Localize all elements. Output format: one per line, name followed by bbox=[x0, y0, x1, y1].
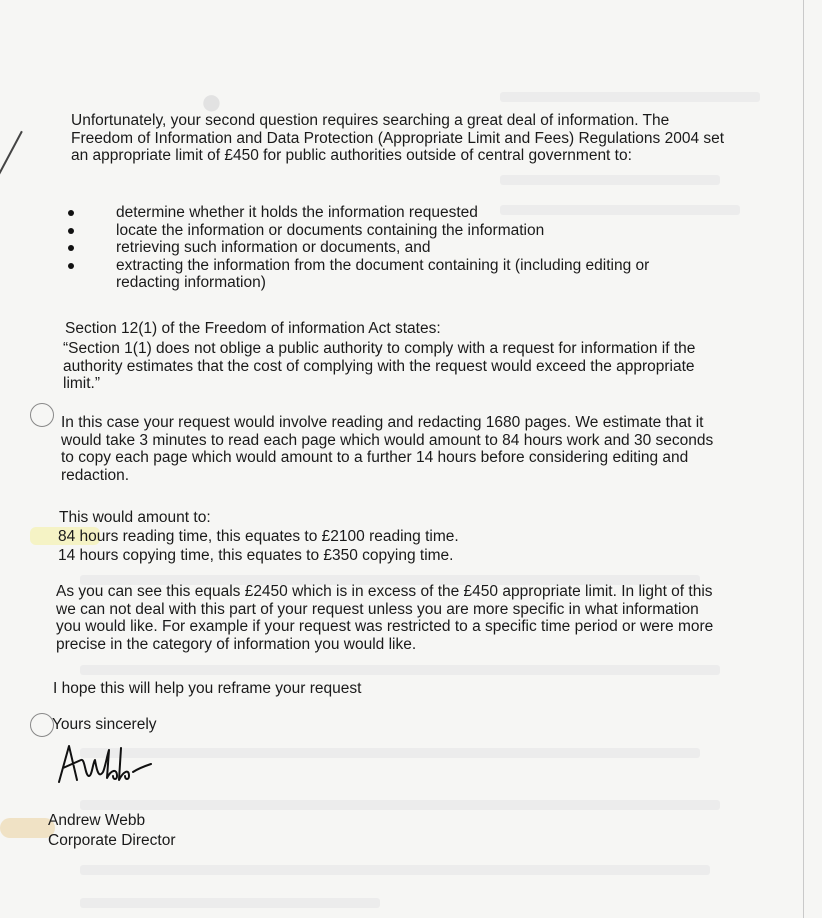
show-through-line bbox=[80, 800, 720, 810]
list-item: retrieving such information or documents, and bbox=[66, 239, 706, 257]
copying-time-line: 14 hours copying time, this equates to £350 copying time. bbox=[58, 547, 454, 564]
bullet-icon bbox=[68, 245, 74, 251]
show-through-line bbox=[80, 898, 380, 908]
punch-hole bbox=[30, 403, 54, 427]
list-item: determine whether it holds the information requested bbox=[66, 204, 706, 222]
bullet-icon bbox=[68, 228, 74, 234]
limit-criteria-list bbox=[66, 204, 706, 292]
paper-stain bbox=[0, 818, 55, 838]
show-through-line bbox=[500, 92, 760, 102]
show-through-line bbox=[80, 865, 710, 875]
sign-off: Yours sincerely bbox=[52, 716, 157, 733]
amount-heading: This would amount to: bbox=[59, 509, 211, 526]
section-heading: Section 12(1) of the Freedom of information Act states: bbox=[65, 320, 441, 337]
bullet-icon bbox=[68, 210, 74, 216]
show-through-line bbox=[500, 175, 720, 185]
list-item: extracting the information from the document containing it (including editing or redacting information) bbox=[66, 257, 706, 292]
intro-paragraph: Unfortunately, your second question requires searching a great deal of information. The Freedom of Information and Data Protection (Appropriate Limit and Fees) Regulations 2004 set an appropriate limit of £450 for public authorities outside of central government to: bbox=[71, 112, 725, 164]
closing-line: I hope this will help you reframe your request bbox=[53, 680, 362, 697]
punch-hole bbox=[30, 713, 54, 737]
show-through-line bbox=[80, 665, 720, 675]
pen-mark bbox=[0, 131, 23, 181]
signature bbox=[55, 742, 175, 792]
show-through-logo: ● bbox=[200, 81, 225, 123]
estimate-paragraph: In this case your request would involve reading and redacting 1680 pages. We estimate that it would take 3 minutes to read each page which would amount to 84 hours work and 30 seconds to copy each page which would amount to a further 14 hours before considering editing and redaction. bbox=[61, 414, 714, 484]
reading-time-line: 84 hours reading time, this equates to £2100 reading time. bbox=[58, 528, 459, 545]
section-quote: “Section 1(1) does not oblige a public authority to comply with a request for information if the authority estimates that the cost of complying with the request would exceed the appropriate limit.” bbox=[63, 340, 696, 392]
page-edge-line bbox=[803, 0, 804, 918]
bullet-icon bbox=[68, 263, 74, 269]
conclusion-paragraph: As you can see this equals £2450 which is in excess of the £450 appropriate limit. In light of this we can not deal with this part of your request unless you are more specific in what information you would like. For example if your request was restricted to a specific time period or were more precise in the category of information you would like. bbox=[56, 583, 714, 653]
signatory-title: Corporate Director bbox=[48, 832, 176, 849]
list-item: locate the information or documents containing the information bbox=[66, 222, 706, 240]
signatory-name: Andrew Webb bbox=[48, 812, 146, 829]
